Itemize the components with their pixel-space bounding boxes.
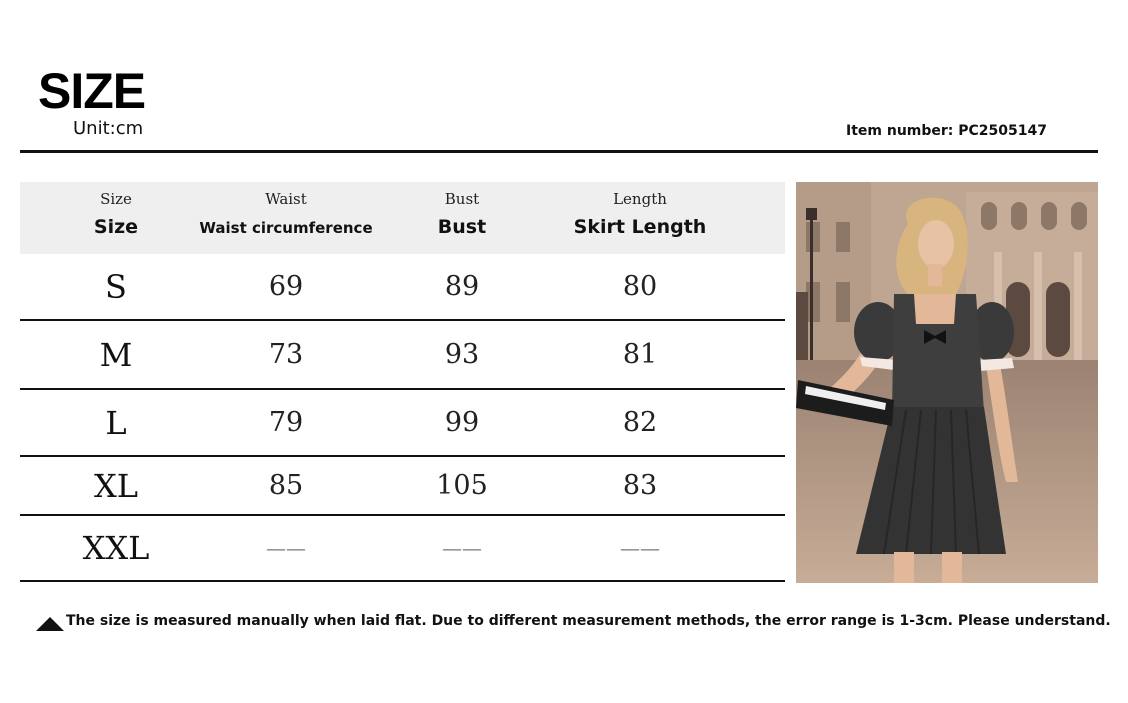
cell-bust: 89 [444,271,480,302]
measurement-note [36,611,1111,631]
header-length-top: Length [613,190,667,208]
cell-size: S [105,267,127,306]
table-header [20,182,785,254]
cell-waist: 73 [268,339,304,370]
table-row [20,516,785,582]
table-row [20,457,785,516]
cell-length: 83 [622,470,658,501]
model-photo [796,182,1098,583]
cell-bust: 93 [444,339,480,370]
cell-length: 80 [622,271,658,302]
cell-bust: 105 [436,470,488,501]
unit-label: Unit:cm [73,118,144,139]
cell-length: 81 [622,339,658,370]
size-table [20,182,785,582]
cell-length: 82 [622,407,658,438]
header-size [60,182,172,254]
item-number: Item number: PC2505147 [846,123,1047,139]
cell-waist: 69 [268,271,304,302]
header-waist-top: Waist [265,190,307,208]
cell-waist: 79 [268,407,304,438]
header-waist-bottom: Waist circumference [199,219,373,237]
cell-length: —— [620,536,660,560]
table-row [20,321,785,390]
cell-size: M [99,335,133,374]
top-divider [20,150,1098,153]
cell-bust: 99 [444,407,480,438]
header-size-bottom: Size [93,216,139,238]
header-waist [196,182,376,254]
header-bust-top: Bust [444,190,480,208]
cell-size: XL [93,466,139,505]
header-bust-bottom: Bust [437,216,487,238]
cell-waist: —— [266,536,306,560]
measurement-note-text: The size is measured manually when laid flat. Due to different measurement methods, the error range is 1-3cm. Please understand. [66,613,1111,629]
model-illustration [796,182,1098,583]
header-length [570,182,710,254]
header-size-top: Size [100,190,132,208]
cell-waist: 85 [268,470,304,501]
table-row [20,254,785,321]
header-length-bottom: Skirt Length [573,216,707,238]
cell-size: L [105,403,127,442]
header-bust [412,182,512,254]
table-row [20,390,785,457]
page-title: SIZE [38,63,146,119]
cell-size: XXL [82,529,150,567]
warning-triangle-icon [36,617,64,631]
cell-bust: —— [442,536,482,560]
